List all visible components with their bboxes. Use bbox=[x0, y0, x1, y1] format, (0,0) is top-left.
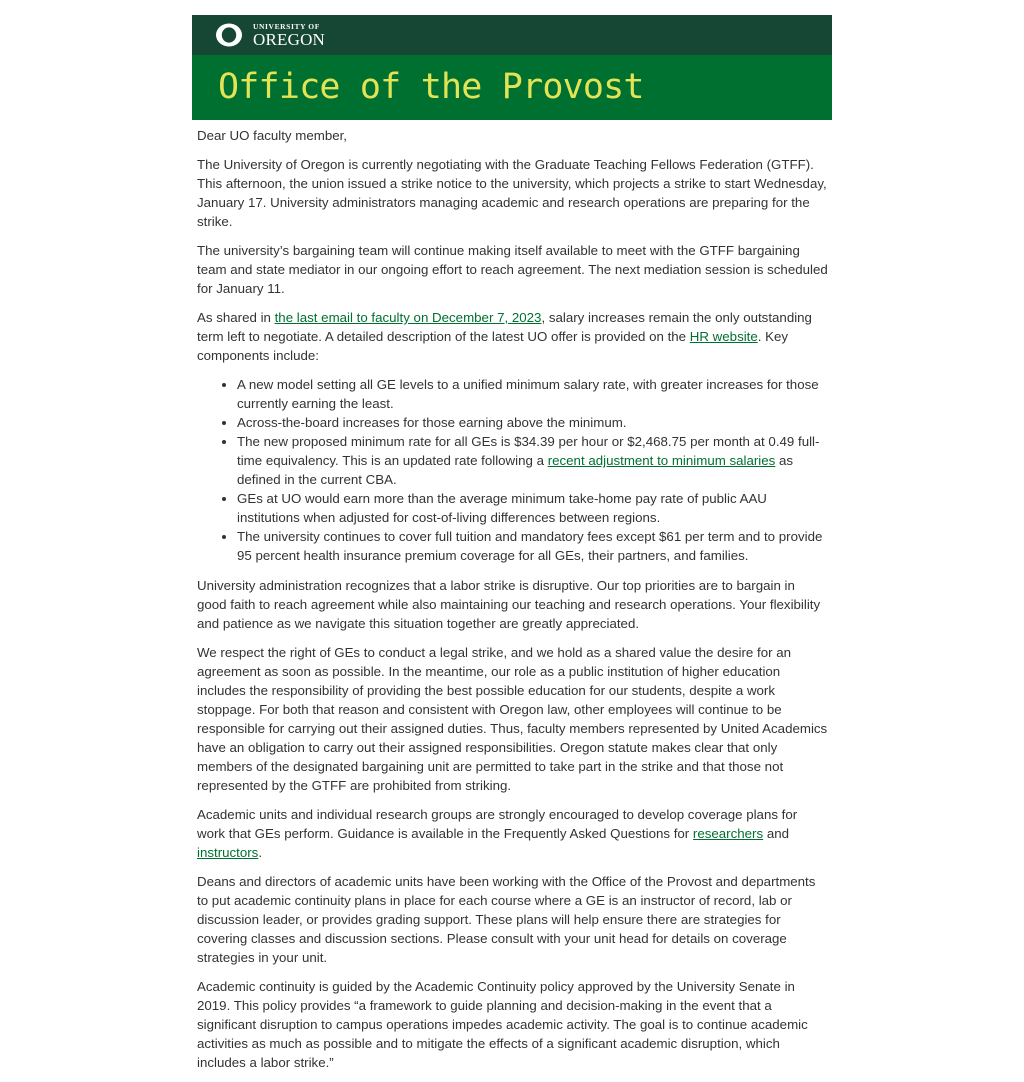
text-segment: The new proposed minimum rate for all GEs is $34.39 per hour or $2,468.75 per month at 0.49 full-time equivalency. This is an updated rate following a bbox=[237, 434, 820, 468]
text-segment: Academic units and individual research groups are strongly encouraged to develop coverage plans for work that GEs perform. Guidance is available in the Frequently Asked Questions for bbox=[197, 807, 798, 841]
uo-o-logo-icon bbox=[214, 22, 244, 48]
text-segment: . bbox=[258, 845, 263, 860]
paragraph-continuity-plans: Deans and directors of academic units have been working with the Office of the Provost and departments to put academic continuity plans in place for each course where a GE is an instructor of record, lab or discussion leader, or provides grading support. These plans will help ensure there are strategies for covering classes and discussion sections. Please consult with your unit head for details on coverage strategies in your unit. bbox=[197, 874, 816, 965]
list-item: • Across-the-board increases for those earning above the minimum. bbox=[237, 413, 828, 432]
last-email-link[interactable]: the last email to faculty on December 7, 2023 bbox=[274, 310, 542, 325]
paragraph-disruption: University administration recognizes that a labor strike is disruptive. Our top priorities are to bargain in good faith to reach agreement while also maintaining our teaching and research operations. Your flexibility and patience as we navigate this situation together are greatly appreciated. bbox=[197, 578, 821, 631]
list-item: • The university continues to cover full tuition and mandatory fees except $61 per term and to provide 95 percent health insurance premium coverage for all GEs, their partners, and families. bbox=[237, 527, 828, 565]
paragraph-strike-notice: The University of Oregon is currently negotiating with the Graduate Teaching Fellows Federation (GTFF). This afternoon, the union issued a strike notice to the university, which projects a strike to start Wednesday, January 17. University administrators managing academic and research operations are preparing for the strike. bbox=[197, 157, 827, 229]
university-logo[interactable] bbox=[214, 22, 325, 48]
header-topbar bbox=[192, 15, 832, 55]
logo-wordmark bbox=[253, 22, 325, 49]
text-segment: As shared in bbox=[197, 310, 275, 325]
paragraph-legal-strike: We respect the right of GEs to conduct a legal strike, and we hold as a shared value the desire for an agreement as soon as possible. In the meantime, our role as a public institution of higher education includes the responsibility of providing the best possible education for our students, despite a work stoppage. For both that reason and consistent with Oregon law, other employees will continue to be responsible for carrying out their assigned duties. Thus, faculty members represented by United Academics have an obligation to carry out their assigned responsibilities. Oregon statute makes clear that only members of the designated bargaining unit are permitted to take part in the strike and that those not represented by the GTFF are prohibited from striking. bbox=[197, 645, 828, 793]
text-segment: and bbox=[763, 826, 790, 841]
paragraph-bargaining-team: The university’s bargaining team will continue making itself available to meet with the GTFF bargaining team and state mediator in our ongoing effort to reach agreement. The next mediation session is scheduled for January 11. bbox=[197, 243, 828, 296]
instructors-link[interactable]: instructors bbox=[197, 845, 259, 860]
hr-website-link[interactable]: HR website bbox=[689, 329, 758, 344]
list-item bbox=[237, 432, 828, 489]
email-container bbox=[192, 15, 832, 1082]
text-segment: , salary increases remain the only outstanding term left to negotiate. A detailed description of the latest UO offer is provided on the bbox=[197, 310, 812, 344]
email-body bbox=[192, 120, 832, 1072]
list-item: • A new model setting all GE levels to a unified minimum salary rate, with greater increases for those currently earning the least. bbox=[237, 375, 828, 413]
page-title: Office of the Provost bbox=[218, 67, 644, 107]
text-segment: as defined in the current CBA. bbox=[237, 453, 794, 487]
paragraph-salary-offer bbox=[197, 308, 828, 365]
list-item: • GEs at UO would earn more than the average minimum take-home pay rate of public AAU institutions when adjusted for cost-of-living differences between regions. bbox=[237, 489, 828, 527]
paragraph-continuity-policy: Academic continuity is guided by the Academic Continuity policy approved by the University Senate in 2019. This policy provides “a framework to guide planning and decision-making in the event that a significant disruption to campus operations impedes academic activity. The goal is to continue academic activities as much as possible and to mitigate the effects of a significant academic disruption, which includes a labor strike.” bbox=[197, 979, 808, 1070]
paragraph-coverage-plans bbox=[197, 805, 828, 862]
minimum-salaries-link[interactable]: recent adjustment to minimum salaries bbox=[547, 453, 776, 468]
researchers-link[interactable]: researchers bbox=[692, 826, 764, 841]
logo-university-of: UNIVERSITY OF bbox=[253, 21, 320, 31]
key-components-list bbox=[197, 375, 828, 565]
header-banner bbox=[192, 55, 832, 120]
greeting: Dear UO faculty member, bbox=[197, 128, 348, 143]
logo-oregon: OREGON bbox=[253, 30, 326, 50]
text-segment: . Key components include: bbox=[197, 329, 789, 363]
